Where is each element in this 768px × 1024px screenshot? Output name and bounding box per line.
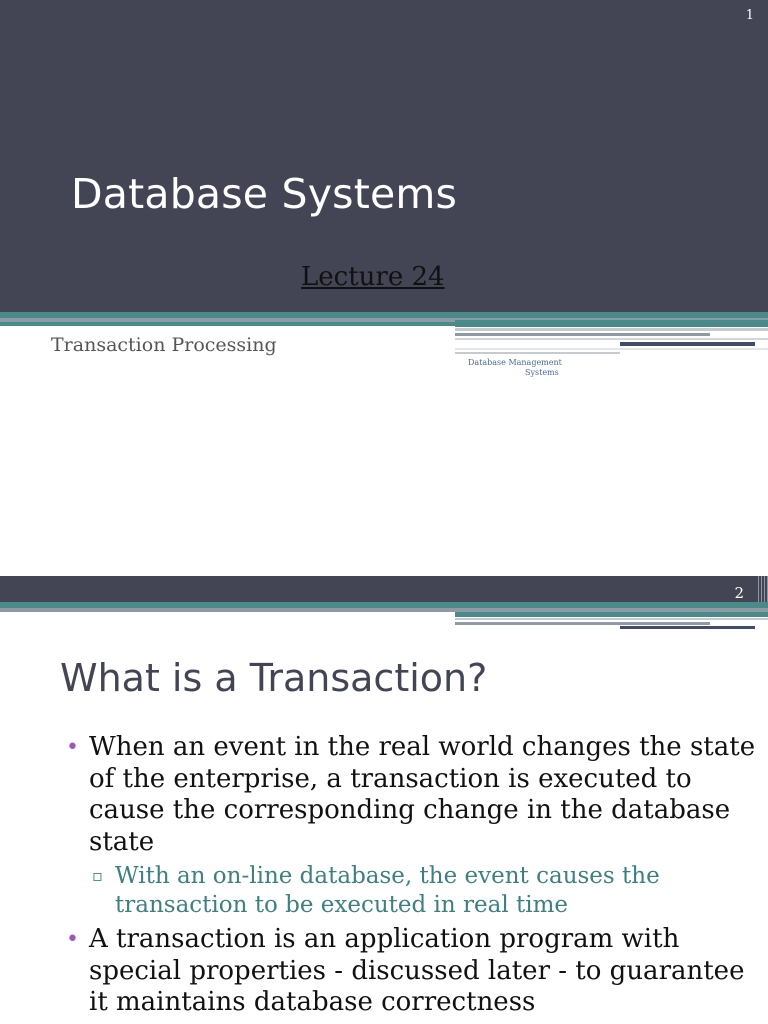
slide-1-teal-stripe-short: [0, 322, 455, 326]
slide-2-right-gray-line: [455, 622, 710, 625]
footer-line-2: Systems: [525, 368, 559, 377]
slide-2-title: What is a Transaction?: [60, 656, 488, 700]
slide-2-right-teal-block: [455, 612, 768, 617]
slide-2-header-band: [0, 576, 768, 602]
sub-bullet-item: [62, 862, 762, 920]
slide-1-right-faint-line-3: [455, 352, 620, 354]
slide-1-right-faint-line: [455, 338, 768, 340]
slide-1-right-teal-block: [455, 320, 768, 327]
slide-1-footer: [455, 358, 583, 378]
lecture-label: Lecture 24: [301, 262, 445, 292]
slide-1-right-faint-line-2: [455, 348, 768, 350]
slide-1-title: Database Systems: [71, 170, 458, 218]
slide-2: [0, 576, 768, 1024]
bullet-dot-icon: •: [66, 735, 79, 760]
sub-bullet-text: With an on-line database, the event causes the transaction to be executed in real time: [115, 863, 660, 918]
bullet-item: [62, 732, 762, 858]
slide-1-subtitle: Transaction Processing: [51, 334, 277, 356]
bullet-list: [62, 732, 762, 1019]
sub-bullet-square-icon: ▫: [92, 866, 103, 885]
slide-2-number: 2: [734, 584, 744, 602]
slide-2-right-light-line: [455, 618, 768, 620]
bullet-dot-icon: •: [66, 927, 79, 952]
slide-1-right-gray-line: [455, 333, 710, 336]
bullet-text: When an event in the real world changes the state of the enterprise, a transaction is executed to cause the corresponding change in the database state: [89, 732, 756, 857]
slide-1-right-light-line: [455, 328, 768, 331]
bullet-text: A transaction is an application program with special properties - discussed later - to guarantee it maintains database correctness: [89, 924, 745, 1017]
slide-2-edge-texture: [756, 576, 768, 602]
slide-2-right-navy-line: [620, 626, 755, 629]
bullet-item: [62, 924, 762, 1019]
slide-1-number: 1: [745, 8, 754, 23]
footer-line-1: Database Management: [468, 358, 562, 367]
slide-1-right-navy-line: [620, 342, 755, 346]
